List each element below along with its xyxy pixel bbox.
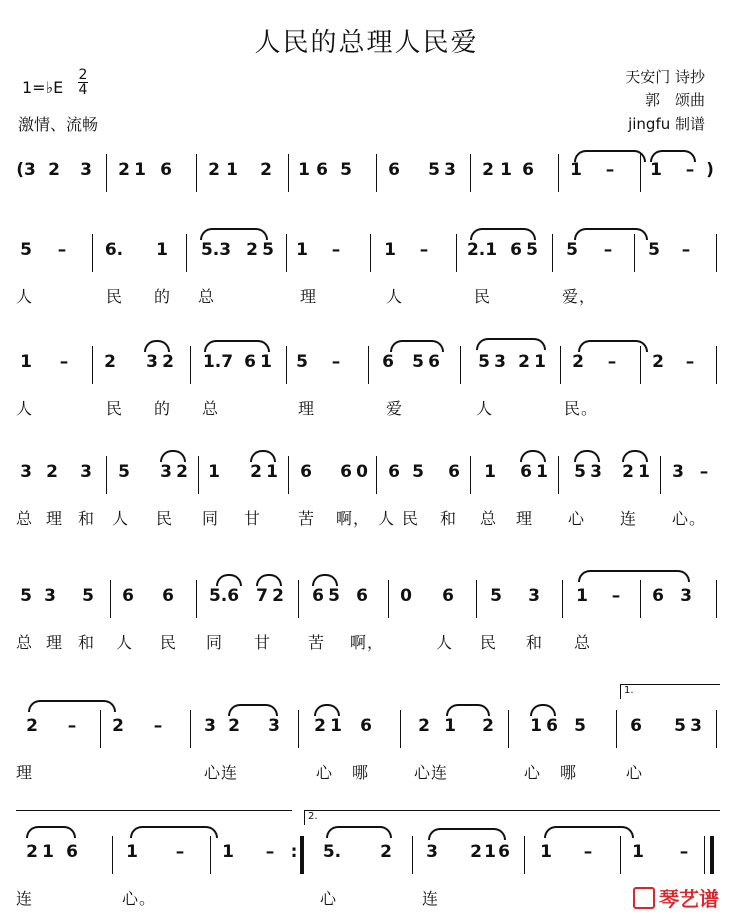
note: – [611, 586, 621, 606]
lyric: 爱 [386, 399, 404, 418]
lyric: 苦 [308, 633, 326, 652]
barline [368, 346, 369, 384]
note: 5 [574, 462, 586, 482]
note: 1 [576, 586, 588, 606]
lyric: 人 [476, 399, 494, 418]
barline [558, 456, 559, 494]
note: – [699, 462, 709, 482]
note: – [331, 352, 341, 372]
repeat-barline [300, 836, 304, 874]
lyric: 啊， [336, 509, 371, 528]
lyric: 总 [480, 509, 498, 528]
lyric: 啊， [350, 633, 385, 652]
lyric: 心。 [672, 509, 707, 528]
barline [508, 710, 509, 748]
barline [286, 346, 287, 384]
lyric: 民 [402, 509, 420, 528]
lyric: 总 [198, 287, 216, 306]
note: 5 [574, 716, 586, 736]
note: 3 [80, 462, 92, 482]
barline [92, 234, 93, 272]
note: 1 [384, 240, 396, 260]
note: 1 [134, 160, 146, 180]
note: 1 [570, 160, 582, 180]
lyric: 甘 [244, 509, 262, 528]
note: 6 [360, 716, 372, 736]
note: – [603, 240, 613, 260]
barline [110, 580, 111, 618]
tie [216, 574, 242, 586]
lyric: 连 [620, 509, 638, 528]
barline [198, 456, 199, 494]
lyric: 心。 [122, 889, 157, 908]
note: 2 [176, 462, 188, 482]
note: 3 [160, 462, 172, 482]
note: 2 [518, 352, 530, 372]
lyric: 心 [626, 763, 644, 782]
note: 2 [260, 160, 272, 180]
barline [716, 234, 717, 272]
tie [390, 340, 444, 352]
note: 1 [226, 160, 238, 180]
note: 1 [484, 842, 496, 862]
note: 5 [262, 240, 274, 260]
note: 2 [48, 160, 60, 180]
lyric: 和 [78, 509, 96, 528]
barline [716, 580, 717, 618]
note: – [679, 842, 689, 862]
barline [620, 836, 621, 874]
tie [578, 570, 690, 582]
note: 2 [104, 352, 116, 372]
credit-transcriber: jingfu 制谱 [628, 115, 705, 133]
note: 6 [160, 160, 172, 180]
note: 6 [340, 462, 352, 482]
barline [470, 456, 471, 494]
barline [288, 456, 289, 494]
final-barline [710, 836, 714, 874]
lyric: 心 [320, 889, 338, 908]
lyric: 人 [378, 509, 396, 528]
note: 1 [222, 842, 234, 862]
lyric: 人 [386, 287, 404, 306]
barline [376, 154, 377, 192]
lyric: 理 [516, 509, 534, 528]
note: 2 [246, 240, 258, 260]
note: 1 [444, 716, 456, 736]
barline [470, 154, 471, 192]
tie [314, 704, 340, 716]
tie [446, 704, 490, 716]
lyric: 民 [156, 509, 174, 528]
lyric: 和 [78, 633, 96, 652]
credit-music: 郭 颂曲 [644, 91, 705, 109]
lyric: 理 [46, 509, 64, 528]
note: 2 [622, 462, 634, 482]
barline [286, 234, 287, 272]
barline [196, 154, 197, 192]
note: – [685, 160, 695, 180]
note: 3 [690, 716, 702, 736]
tie [250, 450, 276, 462]
note: 5 [526, 240, 538, 260]
tie [160, 450, 186, 462]
note: 3 [672, 462, 684, 482]
tie [228, 704, 278, 716]
note: 2 [118, 160, 130, 180]
lyric: 心 [568, 509, 586, 528]
note: 2 [272, 586, 284, 606]
note: – [67, 716, 77, 736]
note: 1 [20, 352, 32, 372]
note: 3 [494, 352, 506, 372]
tie [200, 228, 268, 240]
tie [326, 826, 392, 838]
logo-icon [633, 887, 655, 909]
tie [520, 450, 546, 462]
tie [574, 228, 648, 240]
lyric: 理 [300, 287, 318, 306]
lyric: 爱， [562, 287, 597, 306]
barline [616, 710, 617, 748]
lyric: 理 [46, 633, 64, 652]
note: 2 [112, 716, 124, 736]
barline [288, 154, 289, 192]
lyric: 民 [474, 287, 492, 306]
note: 6 [546, 716, 558, 736]
note: – [583, 842, 593, 862]
note: 2 [26, 842, 38, 862]
lyric: 心连 [414, 763, 449, 782]
note: 6 [122, 586, 134, 606]
note: – [681, 240, 691, 260]
note: – [607, 352, 617, 372]
note: 1 [298, 160, 310, 180]
note: 1 [650, 160, 662, 180]
lyric: 同 [202, 509, 220, 528]
note: 6 [388, 462, 400, 482]
note: – [685, 352, 695, 372]
note: (3 [16, 160, 36, 180]
key-signature [22, 78, 63, 97]
barline [562, 580, 563, 618]
lyric: 连 [16, 889, 34, 908]
note: 0 [400, 586, 412, 606]
barline [476, 580, 477, 618]
page-title: 人民的总理人民爱 [254, 28, 479, 58]
note: 6 [520, 462, 532, 482]
lyric: 的 [154, 399, 172, 418]
note: 1 [330, 716, 342, 736]
note: 5.6 [208, 586, 240, 606]
note: 3 [426, 842, 438, 862]
note: 2 [418, 716, 430, 736]
note: 5 [490, 586, 502, 606]
note: 2 [208, 160, 220, 180]
tie [574, 450, 600, 462]
barline [210, 836, 211, 874]
note: 1 [484, 462, 496, 482]
note: 6 [300, 462, 312, 482]
credit-lyrics: 天安门 诗抄 [625, 68, 705, 86]
note: 3 [590, 462, 602, 482]
lyric: 人 [436, 633, 454, 652]
note: 3 [444, 160, 456, 180]
note: 2 [228, 716, 240, 736]
barline [100, 710, 101, 748]
barline [370, 234, 371, 272]
note: 3 [44, 586, 56, 606]
note: 1 [638, 462, 650, 482]
note: – [175, 842, 185, 862]
note: 5 [412, 462, 424, 482]
note: – [419, 240, 429, 260]
note: 1.7 [202, 352, 234, 372]
barline [196, 580, 197, 618]
barline [552, 234, 553, 272]
barline [298, 580, 299, 618]
note: 3 [680, 586, 692, 606]
note: 5 [340, 160, 352, 180]
note: 7 [256, 586, 268, 606]
note: – [331, 240, 341, 260]
note: 2 [162, 352, 174, 372]
lyric: 理 [16, 763, 34, 782]
barline [376, 456, 377, 494]
note: 5 [478, 352, 490, 372]
note: 5 [118, 462, 130, 482]
note: 6 [312, 586, 324, 606]
barline [716, 346, 717, 384]
lyric: 民 [106, 399, 124, 418]
note: 1 [208, 462, 220, 482]
note: 6 [498, 842, 510, 862]
watermark-text: 琴艺谱 [659, 887, 719, 911]
tie [256, 574, 282, 586]
note: 1 [536, 462, 548, 482]
tie [622, 450, 648, 462]
barline [716, 710, 717, 748]
barline [298, 710, 299, 748]
barline [106, 154, 107, 192]
tie [578, 340, 648, 352]
note: – [59, 352, 69, 372]
note: 6 [388, 160, 400, 180]
tie [428, 828, 506, 840]
barline [190, 710, 191, 748]
barline [92, 346, 93, 384]
lyric: 的 [154, 287, 172, 306]
note: 2.1 [466, 240, 498, 260]
note: 6 [652, 586, 664, 606]
note: 6 [66, 842, 78, 862]
lyric: 总 [16, 633, 34, 652]
barline [660, 456, 661, 494]
tie [204, 340, 270, 352]
barline [190, 346, 191, 384]
lyric: 同 [206, 633, 224, 652]
note: 6 [382, 352, 394, 372]
note: – [57, 240, 67, 260]
lyric: 民 [480, 633, 498, 652]
barline [460, 346, 461, 384]
barline [524, 836, 525, 874]
lyric: 心 [316, 763, 334, 782]
barline [634, 234, 635, 272]
note: 6 [442, 586, 454, 606]
lyric: 和 [440, 509, 458, 528]
note: 1 [260, 352, 272, 372]
note: 5.3 [200, 240, 232, 260]
lyric: 心 [524, 763, 542, 782]
tie [476, 338, 546, 350]
note: 5 [328, 586, 340, 606]
note: 6. [104, 240, 124, 260]
note: 6 [510, 240, 522, 260]
note: 3 [80, 160, 92, 180]
lyric: 理 [298, 399, 316, 418]
note: 1 [156, 240, 168, 260]
note: 3 [20, 462, 32, 482]
lyric: 民。 [564, 399, 599, 418]
lyric: 心连 [204, 763, 239, 782]
lyric: 苦 [298, 509, 316, 528]
note: 5 [20, 240, 32, 260]
note: 6 [356, 586, 368, 606]
lyric: 总 [16, 509, 34, 528]
note: 5 [82, 586, 94, 606]
note: 2 [652, 352, 664, 372]
note: 5 [648, 240, 660, 260]
barline [558, 154, 559, 192]
note: 1 [500, 160, 512, 180]
barline [456, 234, 457, 272]
lyric: 总 [574, 633, 592, 652]
note: – [605, 160, 615, 180]
note: 1 [530, 716, 542, 736]
tie [470, 228, 536, 240]
score-row-0 [0, 160, 733, 220]
lyric: 哪 [352, 763, 370, 782]
lyric: 民 [106, 287, 124, 306]
note: 5 [296, 352, 308, 372]
key-label: 1=♭E [22, 78, 64, 97]
tie [144, 340, 170, 352]
expression-mark: 激情、流畅 [18, 115, 99, 134]
note: 1 [42, 842, 54, 862]
note: 1 [266, 462, 278, 482]
note: 3 [204, 716, 216, 736]
lyric: 和 [526, 633, 544, 652]
lyric: 人 [112, 509, 130, 528]
note: 2 [314, 716, 326, 736]
note: 6 [428, 352, 440, 372]
note: 3 [268, 716, 280, 736]
score-row-6 [0, 842, 733, 902]
volta-1-continuation [16, 810, 292, 811]
watermark-logo [633, 883, 719, 912]
note: 6 [162, 586, 174, 606]
note: 5 [412, 352, 424, 372]
barline [640, 346, 641, 384]
note: 2 [482, 716, 494, 736]
note: 0 [356, 462, 368, 482]
note: 1 [540, 842, 552, 862]
lyric: 人 [116, 633, 134, 652]
lyric: 哪 [560, 763, 578, 782]
note: 1 [126, 842, 138, 862]
barline [388, 580, 389, 618]
barline [186, 234, 187, 272]
lyric: 总 [202, 399, 220, 418]
note: – [265, 842, 275, 862]
note: ) [706, 160, 714, 180]
tie [28, 700, 116, 712]
note: 3 [528, 586, 540, 606]
barline [640, 580, 641, 618]
tie [26, 826, 76, 838]
barline [704, 836, 705, 874]
lyric: 民 [160, 633, 178, 652]
lyric: 人 [16, 399, 34, 418]
barline [106, 456, 107, 494]
note: 6 [448, 462, 460, 482]
repeat-sign: : [290, 842, 298, 862]
note: 5 [674, 716, 686, 736]
note: 2 [482, 160, 494, 180]
note: 6 [316, 160, 328, 180]
barline [640, 154, 641, 192]
lyric: 连 [422, 889, 440, 908]
note: 2 [250, 462, 262, 482]
note: – [153, 716, 163, 736]
note: 6 [630, 716, 642, 736]
note: 5 [20, 586, 32, 606]
note: 2 [470, 842, 482, 862]
note: 6 [522, 160, 534, 180]
note: 3 [146, 352, 158, 372]
volta-1: 1. [620, 684, 720, 699]
barline [112, 836, 113, 874]
note: 6 [244, 352, 256, 372]
barline [560, 346, 561, 384]
note: 2 [26, 716, 38, 736]
lyric: 人 [16, 287, 34, 306]
note: 2 [572, 352, 584, 372]
barline [400, 710, 401, 748]
tie [312, 574, 338, 586]
tie [130, 826, 218, 838]
note: 5. [322, 842, 342, 862]
note: 5 [566, 240, 578, 260]
lyric: 甘 [254, 633, 272, 652]
note: 2 [380, 842, 392, 862]
note: 5 [428, 160, 440, 180]
barline [412, 836, 413, 874]
time-signature: 2 4 [78, 67, 88, 98]
tie [530, 704, 556, 716]
note: 1 [632, 842, 644, 862]
note: 1 [296, 240, 308, 260]
note: 2 [46, 462, 58, 482]
volta-2: 2. [304, 810, 720, 825]
note: 1 [534, 352, 546, 372]
